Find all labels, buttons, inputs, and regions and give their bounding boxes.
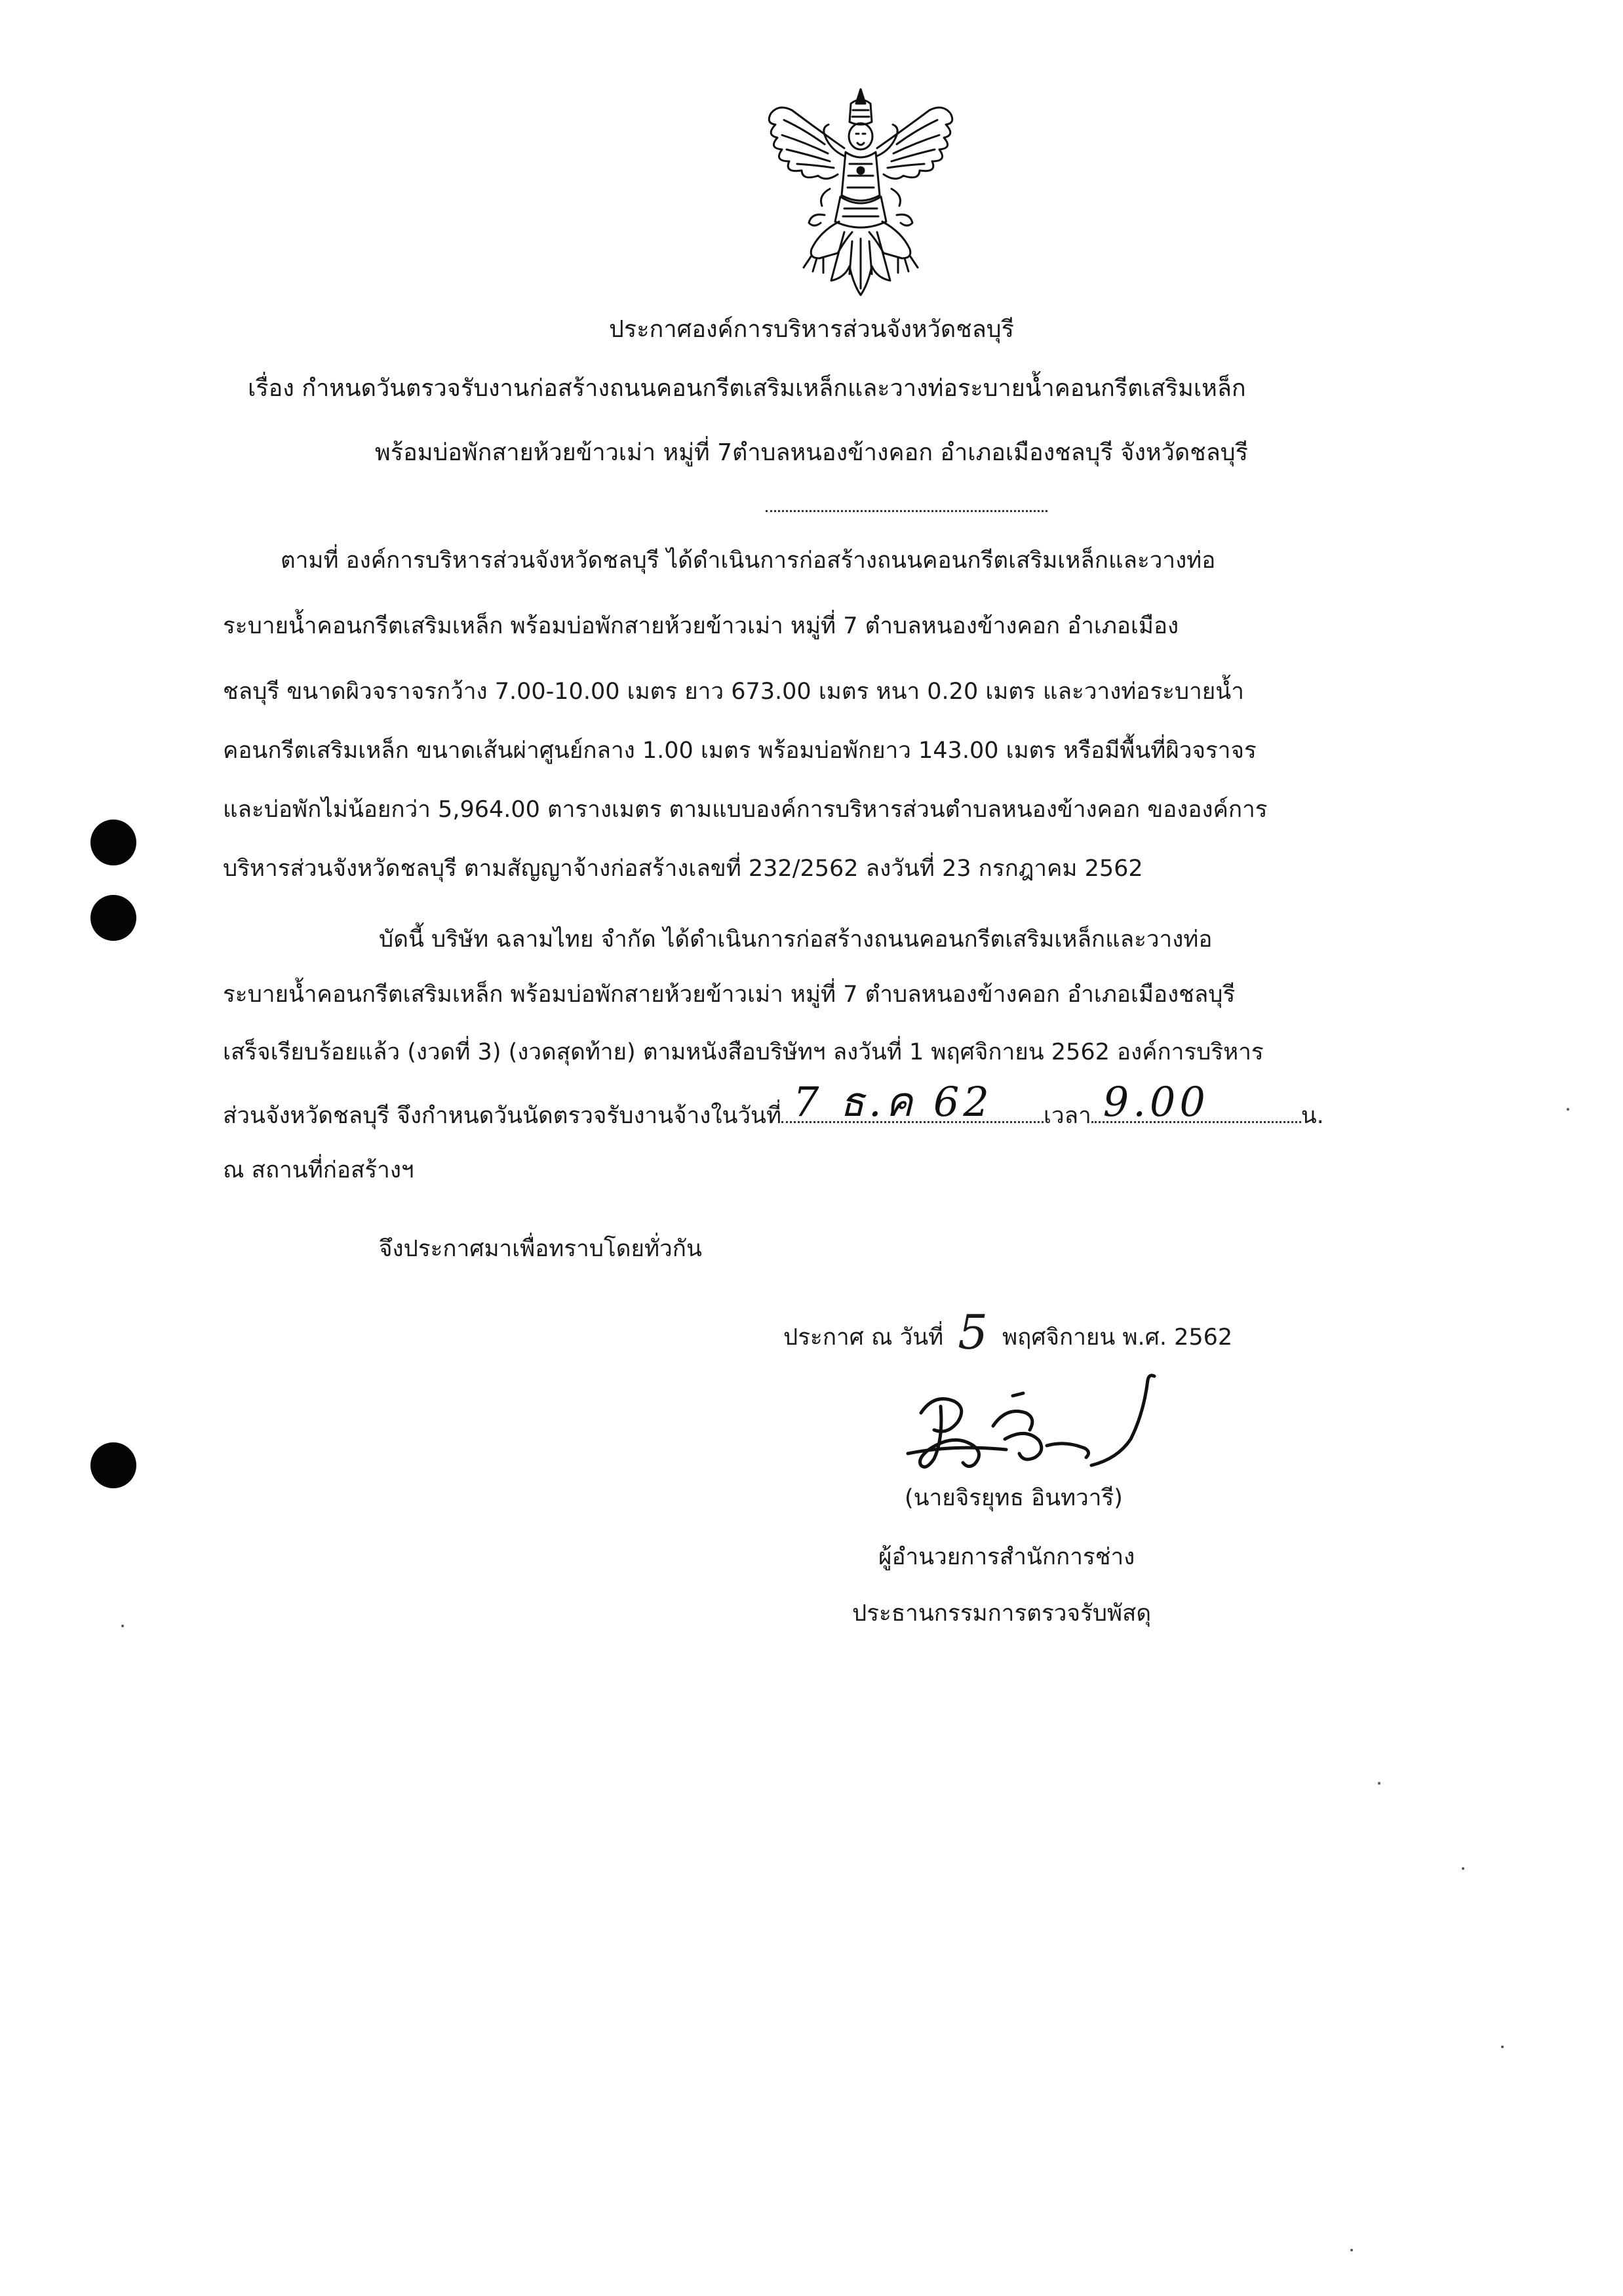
signatory-position: ผู้อำนวยการสำนักการช่าง	[878, 1544, 1135, 1570]
page-title: ประกาศองค์การบริหารส่วนจังหวัดชลบุรี	[609, 316, 1014, 343]
paragraph-1-line-3: ชลบุรี ขนาดผิวจราจรกว้าง 7.00-10.00 เมตร ยาว 673.00 เมตร หนา 0.20 เมตร และวางท่อระบายน้ำ	[223, 679, 1244, 705]
inspection-time-handwritten: 9.00	[1103, 1078, 1209, 1126]
paragraph-1-line-2: ระบายน้ำคอนกรีตเสริมเหล็ก พร้อมบ่อพักสายห้วยข้าวเม่า หมู่ที่ 7 ตำบลหนองข้างคอก อำเภอเมือง	[223, 613, 1179, 639]
paragraph-2-line-2: ระบายน้ำคอนกรีตเสริมเหล็ก พร้อมบ่อพักสายห้วยข้าวเม่า หมู่ที่ 7 ตำบลหนองข้างคอก อำเภอเมืองชลบุรี	[223, 981, 1236, 1008]
paragraph-1-line-5: และบ่อพักไม่น้อยกว่า 5,964.00 ตารางเมตร ตามแบบองค์การบริหารส่วนตำบลหนองข้างคอก ขององค์การ	[223, 797, 1268, 823]
paragraph-2-line-5: ณ สถานที่ก่อสร้างฯ	[223, 1157, 414, 1183]
garuda-emblem-icon	[746, 84, 975, 307]
inspection-date-handwritten: 7 ธ.ค 62	[793, 1078, 993, 1126]
subject-line: เรื่อง กำหนดวันตรวจรับงานก่อสร้างถนนคอนกรีตเสริมเหล็กและวางท่อระบายน้ำคอนกรีตเสริมเหล็ก	[248, 375, 1246, 402]
scan-speck	[1462, 1867, 1464, 1870]
paragraph-2-line-4	[223, 1078, 1324, 1132]
paragraph-2-line-1: บัดนี้ บริษัท ฉลามไทย จำกัด ได้ดำเนินการก่อสร้างถนนคอนกรีตเสริมเหล็กและวางท่อ	[379, 926, 1213, 953]
punch-hole-icon	[90, 1442, 136, 1488]
announcement-month-year: พฤศจิกายน พ.ศ. 2562	[1002, 1324, 1233, 1351]
paragraph-1-line-1: ตามที่ องค์การบริหารส่วนจังหวัดชลบุรี ได้ดำเนินการก่อสร้างถนนคอนกรีตเสริมเหล็กและวางท่อ	[281, 547, 1216, 574]
closing-statement: จึงประกาศมาเพื่อทราบโดยทั่วกัน	[379, 1236, 702, 1262]
scan-speck	[1501, 2046, 1504, 2048]
announcement-date	[783, 1305, 1233, 1360]
scan-speck	[121, 1625, 124, 1627]
inspection-time-field	[1091, 1078, 1301, 1126]
announcement-day-handwritten: 5	[958, 1305, 988, 1360]
signatory-name: (นายจิรยุทธ อินทวารี)	[905, 1485, 1123, 1511]
scan-speck	[1350, 2249, 1353, 2251]
announcement-date-prefix: ประกาศ ณ วันที่	[783, 1324, 944, 1351]
scan-speck	[1567, 1108, 1569, 1111]
subject-line-continued: พร้อมบ่อพักสายห้วยข้าวเม่า หมู่ที่ 7ตำบลหนองข้างคอก อำเภอเมืองชลบุรี จังหวัดชลบุรี	[375, 439, 1248, 466]
inspection-date-field	[781, 1078, 1044, 1126]
scan-speck	[1378, 1782, 1380, 1785]
paragraph-2-line-3: เสร็จเรียบร้อยแล้ว (งวดที่ 3) (งวดสุดท้าย) ตามหนังสือบริษัทฯ ลงวันที่ 1 พฤศจิกายน 2562 องค์การบริหาร	[223, 1039, 1264, 1065]
time-suffix: น.	[1300, 1103, 1324, 1129]
inspection-date-prefix: ส่วนจังหวัดชลบุรี จึงกำหนดวันนัดตรวจรับงานจ้างในวันที่	[223, 1103, 782, 1129]
paragraph-1-line-6: บริหารส่วนจังหวัดชลบุรี ตามสัญญาจ้างก่อสร้างเลขที่ 232/2562 ลงวันที่ 23 กรกฎาคม 2562	[223, 856, 1143, 882]
punch-hole-icon	[90, 820, 136, 865]
punch-hole-icon	[90, 895, 136, 941]
handwritten-signature-icon	[895, 1367, 1190, 1485]
time-label: เวลา	[1044, 1103, 1091, 1129]
paragraph-1-line-4: คอนกรีตเสริมเหล็ก ขนาดเส้นผ่าศูนย์กลาง 1.00 เมตร พร้อมบ่อพักยาว 143.00 เมตร หรือมีพื้นที่ผิวจราจร	[223, 738, 1257, 764]
signatory-role: ประธานกรรมการตรวจรับพัสดุ	[852, 1600, 1152, 1627]
dotted-divider	[766, 510, 1047, 512]
